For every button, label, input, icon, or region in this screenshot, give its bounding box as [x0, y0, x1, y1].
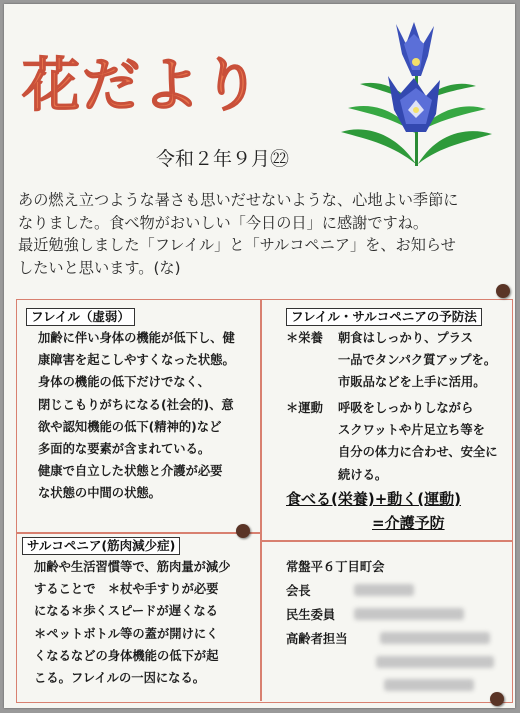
intro-paragraph [18, 189, 508, 279]
contact-org: 常盤平６丁目町会 [286, 560, 385, 574]
frailty-heading: フレイル（虚弱） [26, 308, 135, 326]
frailty-line: 欲や認知機能の低下(精神的)など [38, 419, 222, 434]
slogan-line2: =介護予防 [372, 514, 445, 532]
intro-line: あの燃え立つような暑さも思いだせないような、心地よい季節に [18, 191, 459, 209]
sarcopenia-line: こる。フレイルの一因になる。 [34, 671, 206, 686]
exercise-text [338, 397, 498, 486]
redacted-name [354, 584, 414, 596]
pushpin [496, 284, 510, 298]
nutrition-line: 一品でタンパク質アップを。 [338, 353, 497, 368]
intro-line: 最近勉強しました「フレイル」と「サルコペニア」を、お知らせ [18, 236, 456, 254]
left-section-divider [16, 532, 262, 534]
sarcopenia-line: くなるなどの身体機能の低下が起 [34, 648, 219, 663]
frailty-line: 康障害を起こしやすくなった状態。 [38, 353, 235, 368]
prevention-heading: フレイル・サルコペニアの予防法 [286, 308, 482, 326]
pushpin [236, 524, 250, 538]
sarcopenia-line: することで ＊杖や手すりが必要 [34, 582, 219, 597]
contact-role-elderly: 高齢者担当 [286, 632, 348, 646]
right-section-divider [260, 540, 512, 542]
nutrition-line: 市販品などを上手に活用。 [338, 375, 486, 390]
issue-date: 令和２年９月㉒ [156, 148, 290, 170]
contact-role-chair: 会長 [286, 584, 311, 598]
frailty-line: 閉じこもりがちになる(社会的)、意 [38, 397, 234, 412]
pushpin [490, 692, 504, 706]
frailty-line: 身体の機能の低下だけでなく、 [38, 375, 210, 390]
nutrition-text [338, 327, 496, 394]
exercise-line: 続ける。 [338, 467, 388, 482]
nutrition-label: ＊栄養 [286, 331, 323, 345]
slogan-line1: 食べる(栄養)+動く(運動) [286, 490, 461, 508]
sarcopenia-line: ＊ペットボトル等の蓋が開けにく [34, 626, 219, 641]
frailty-line: 健康で自立した状態と介護が必要 [38, 464, 223, 479]
newsletter-sheet [4, 4, 515, 708]
column-divider [260, 299, 262, 701]
sarcopenia-text [34, 556, 231, 689]
redacted-name [384, 679, 474, 691]
exercise-line: 呼吸をしっかりしながら [338, 401, 474, 415]
redacted-name [354, 608, 464, 620]
page-title: 花だより [22, 51, 263, 119]
contact-role-welfare: 民生委員 [286, 608, 336, 622]
exercise-line: 自分の体力に合わせ、安全に [338, 445, 498, 460]
redacted-name [376, 656, 494, 668]
frailty-text [38, 327, 235, 505]
exercise-label: ＊運動 [286, 401, 323, 415]
nutrition-line: 朝食はしっかり、プラス [338, 331, 473, 345]
gentian-flower-illustration [336, 14, 496, 172]
frailty-line: 多面的な要素が含まれている。 [38, 442, 211, 457]
sarcopenia-heading: サルコペニア(筋肉減少症) [22, 537, 180, 555]
intro-line: したいと思います。(な) [18, 258, 181, 277]
frailty-line: 加齢に伴い身体の機能が低下し、健 [38, 331, 235, 345]
intro-line: なりました。食べ物がおいしい「今日の日」に感謝ですね。 [18, 213, 429, 232]
sarcopenia-line: になる＊歩くスピードが遅くなる [34, 604, 218, 619]
sarcopenia-line: 加齢や生活習慣等で、筋肉量が減少 [34, 560, 231, 574]
frailty-line: な状態の中間の状態。 [38, 486, 161, 501]
redacted-name [380, 632, 490, 644]
exercise-line: スクワットや片足立ち等を [338, 423, 485, 438]
